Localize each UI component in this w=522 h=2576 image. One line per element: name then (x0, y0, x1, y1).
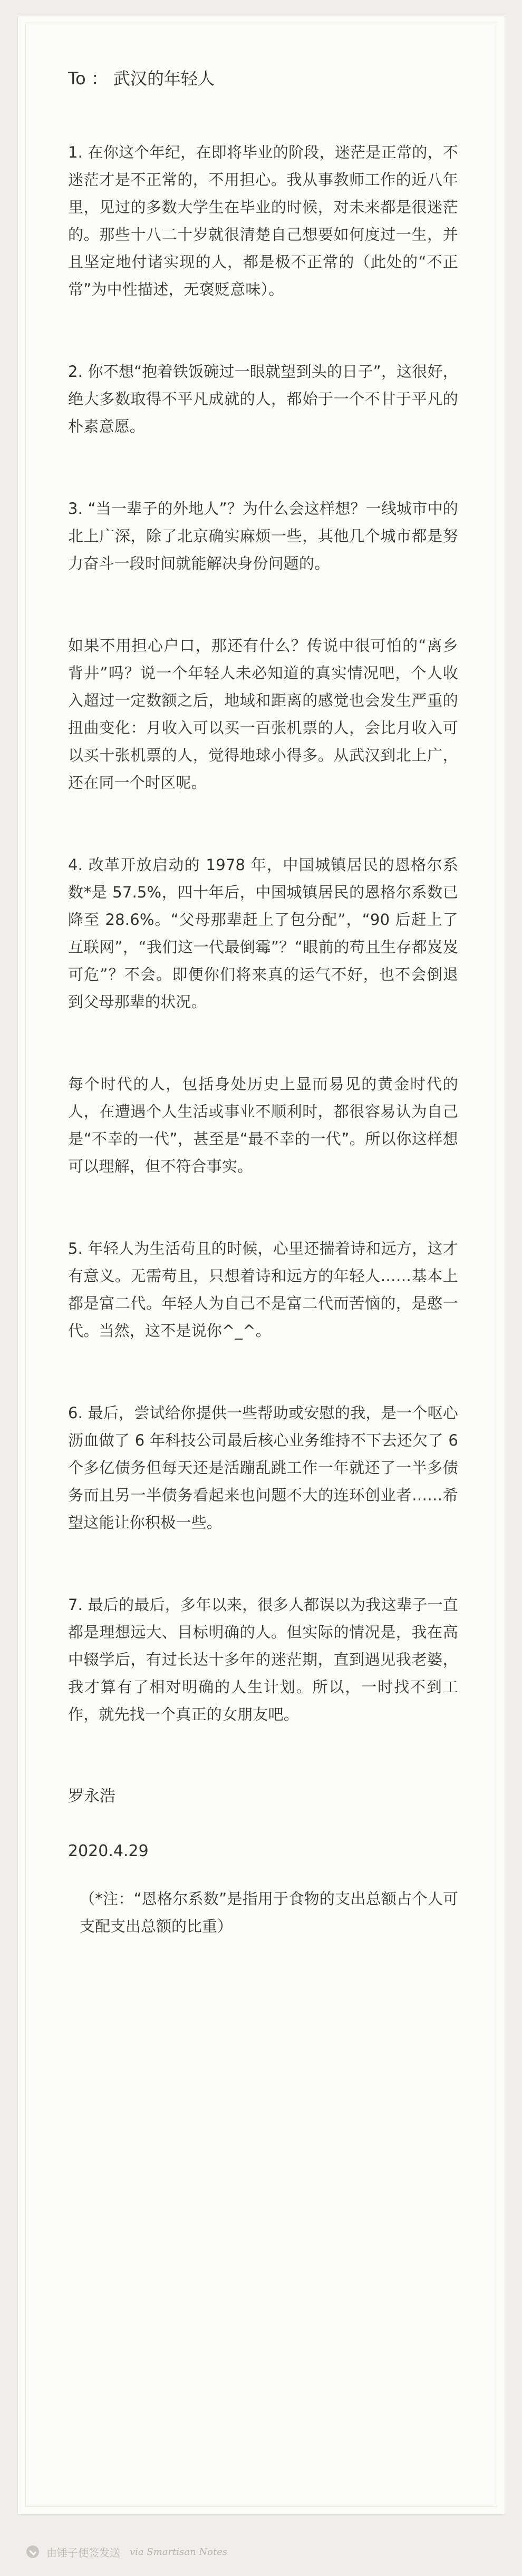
paragraph-4: 如果不用担心户口，那还有什么？传说中很可怕的“离乡背井”吗？说一个年轻人未必知道的真实情况吧，个人收入超过一定数额之后，地域和距离的感觉也会发生严重的扭曲变化：月收入可以买一百张机票的人，会比月收入可以买十张机票的人，觉得地球小得多。从武汉到北上广，还在同一个时区呢。 (68, 637, 458, 792)
check-circle-icon (26, 2545, 39, 2558)
note-card (17, 16, 505, 2515)
paragraph-3: 3. “当一辈子的外地人”？为什么会这样想？一线城市中的北上广深，除了北京确实麻烦一些，其他几个城市都是努力奋斗一段时间就能解决身份问题的。 (68, 500, 458, 572)
salutation: To ： 武汉的年轻人 (68, 69, 215, 89)
footer-app-text: via Smartisan Notes (130, 2546, 228, 2558)
paragraph-2: 2. 你不想“抱着铁饭碗过一眼就望到头的日子”，这很好，绝大多数取得不平凡成就的人，都始于一个不甘于平凡的朴素意愿。 (68, 363, 458, 435)
paragraph-7: 5. 年轻人为生活苟且的时候，心里还揣着诗和远方，这才有意义。无需苟且，只想着诗和远方的年轻人……基本上都是富二代。年轻人为自己不是富二代而苦恼的，是憨一代。当然，这不是说你^_^。 (68, 1240, 458, 1340)
footnote: （*注：“恩格尔系数”是指用于食物的支出总额占个人可支配支出总额的比重） (80, 1890, 458, 1935)
paragraph-6: 每个时代的人，包括身处历史上显而易见的黄金时代的人，在遭遇个人生活或事业不顺利时，都很容易认为自己是“不幸的一代”，甚至是“最不幸的一代”。所以你这样想可以理解，但不符合事实。 (68, 1075, 458, 1175)
paragraph-5: 4. 改革开放启动的 1978 年，中国城镇居民的恩格尔系数*是 57.5%，四十年后，中国城镇居民的恩格尔系数已降至 28.6%。“父母那辈赶上了包分配”，“90 后赶上了互联网”，“我们这一代最倒霉”？“眼前的苟且生存都岌岌可危”？不会。即便你们将来真的运气不好，也不会倒退到父母那辈的状况。 (68, 856, 458, 1011)
footer-sent-text: 由锤子便签发送 (46, 2546, 120, 2559)
signature: 罗永浩 (68, 1787, 115, 1806)
footer (26, 2542, 227, 2561)
paragraph-1: 1. 在你这个年纪，在即将毕业的阶段，迷茫是正常的，不迷茫才是不正常的，不用担心。我从事教师工作的近八年里，见过的多数大学生在毕业的时候，对未来都是很迷茫的。那些十八二十岁就很清楚自己想要如何度过一生，并且坚定地付诸实现的人，都是极不正常的（此处的“不正常”为中性描述，无褒贬意味）。 (68, 143, 458, 298)
date: 2020.4.29 (68, 1842, 149, 1860)
paragraph-9: 7. 最后的最后，多年以来，很多人都误以为我这辈子一直都是理想远大、目标明确的人。但实际的情况是，我在高中辍学后，有过长达十多年的迷茫期，直到遇见我老婆，我才算有了相对明确的人生计划。所以，一时找不到工作，就先找一个真正的女朋友吧。 (68, 1596, 458, 1723)
paragraph-8: 6. 最后，尝试给你提供一些帮助或安慰的我，是一个呕心沥血做了 6 年科技公司最后核心业务维持不下去还欠了 6 个多亿债务但每天还是活蹦乱跳工作一年就还了一半多债务而且另一半债务看起来也问题不大的连环创业者……希望这能让你积极一些。 (68, 1404, 458, 1531)
